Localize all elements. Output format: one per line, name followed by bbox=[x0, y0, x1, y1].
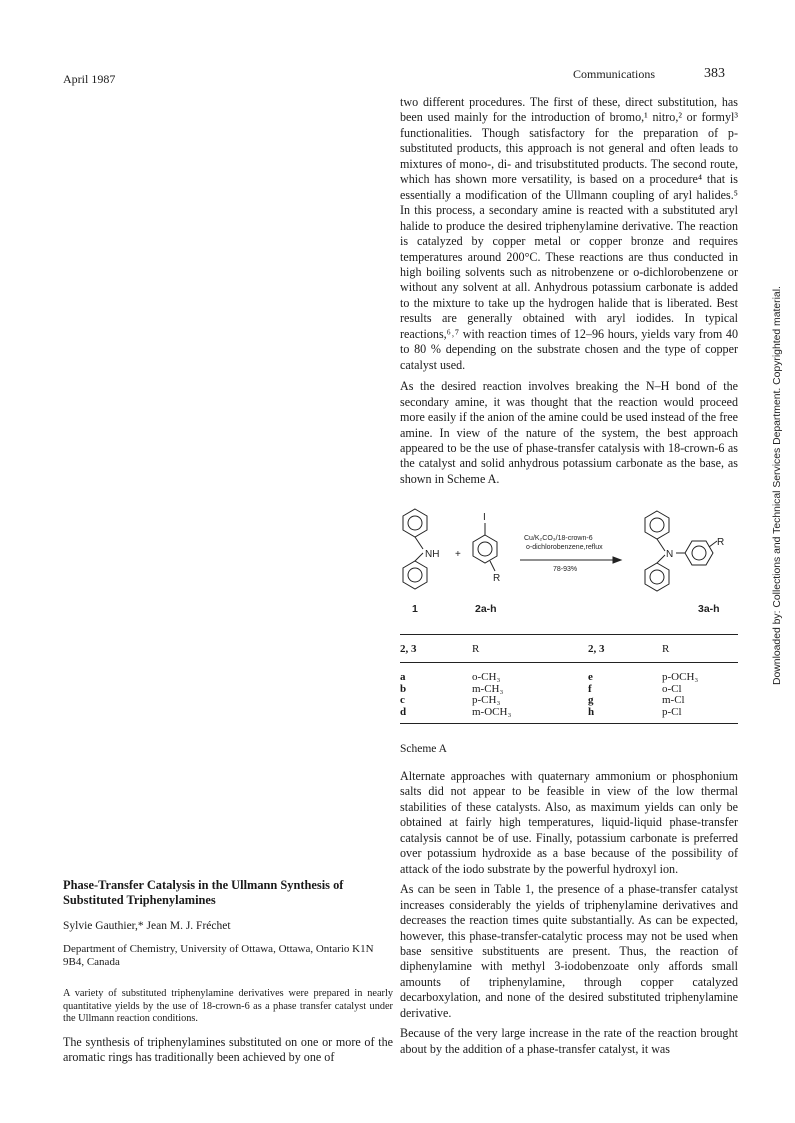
scheme-table bbox=[400, 672, 738, 718]
table-rule-mid bbox=[400, 662, 738, 663]
benzene-ring bbox=[403, 509, 427, 537]
table-cell: m-OCH₃ bbox=[472, 705, 512, 718]
download-notice-text: Downloaded by: Collections and Technical Services Department. Copyrighted material. bbox=[772, 286, 783, 685]
compound-3-label: 3a-h bbox=[698, 603, 720, 615]
table-cell: a bbox=[400, 671, 406, 683]
paragraph-alternate-approaches: Alternate approaches with quaternary ammonium or phosphonium salts did not appear to be feasible in view of the low thermal stabilities of these catalysts. Also, as maximum yields can only be obtained at fairly high temperatures, liquid-liquid phase-transfer catalysis cannot be of use. Finally, potassium carbonate is preferred over potassium hydroxide as a base because of the possibility of attack of the iodo substrate by the powerful hydroxyl ion. bbox=[400, 769, 738, 876]
article-abstract: A variety of substituted triphenylamine derivatives were prepared in nearly quantitative yields by the use of 18-crown-6 as a phase transfer catalyst under the Ullmann reaction conditions. bbox=[63, 988, 393, 1024]
compound-2-label: 2a-h bbox=[475, 603, 497, 615]
page-number: 383 bbox=[704, 66, 725, 81]
table-row bbox=[400, 684, 738, 696]
paragraph-phase-transfer: As the desired reaction involves breaking the N–H bond of the secondary amine, it was thought that the reaction would proceed more easily if the anion of the amine could be used instead of the free amine. In view of the nature of the system, the best approach appeared to be the use of phase-transfer catalysis with 18-crown-6 as the catalyst and solid anhydrous potassium carbonate as the base, as shown in Scheme A. bbox=[400, 379, 738, 486]
table-row bbox=[400, 672, 738, 684]
download-notice bbox=[762, 286, 783, 685]
table-cell: e bbox=[588, 671, 593, 683]
table-rule-bottom bbox=[400, 723, 738, 724]
table-cell: o-Cl bbox=[662, 682, 682, 695]
benzene-ring bbox=[645, 563, 669, 591]
n-label: N bbox=[666, 549, 674, 560]
right-column-lower bbox=[400, 769, 738, 1057]
conditions-line-3: 78-93% bbox=[553, 566, 578, 573]
table-cell: c bbox=[400, 694, 405, 706]
table-cell: p-Cl bbox=[662, 705, 682, 718]
table-cell: o-CH₃ bbox=[472, 671, 501, 683]
nh-label: NH bbox=[425, 549, 440, 560]
article-introduction: The synthesis of triphenylamines substituted on one or more of the aromatic rings has traditionally been achieved by one of bbox=[63, 1035, 393, 1065]
table-cell: d bbox=[400, 705, 407, 718]
r-substituent-label: R bbox=[493, 573, 501, 584]
compound-1-label: 1 bbox=[412, 603, 418, 615]
table-rule-top bbox=[400, 634, 738, 635]
running-date: April 1987 bbox=[63, 72, 116, 86]
column-header: R bbox=[472, 643, 480, 655]
table-cell: g bbox=[588, 694, 594, 706]
table-cell: f bbox=[588, 682, 592, 695]
paragraph-table-results: As can be seen in Table 1, the presence of a phase-transfer catalyst increases considerably the yields of triphenylamine derivatives and decreases the reaction times quite substantially. As can be expected, however, this phase-transfer-catalytic process may not be used when base sensitive substituents are present. Thus, the reaction of diphenylamine with methyl 3-iodobenzoate only affords small amounts of triphenylamine, through copper catalyzed decarboxylation, and none of the desired substituted triphenylamine derivative. bbox=[400, 882, 738, 1020]
r-product-label: R bbox=[717, 537, 725, 548]
table-cell: m-Cl bbox=[662, 694, 685, 706]
conditions-line-2: o-dichlorobenzene,reflux bbox=[526, 544, 603, 551]
article-title: Phase-Transfer Catalysis in the Ullmann Synthesis of Substituted Triphenylamines bbox=[63, 878, 344, 907]
table-row bbox=[400, 707, 738, 719]
benzene-ring bbox=[645, 511, 669, 539]
article-affiliation: Department of Chemistry, University of Ottawa, Ottawa, Ontario K1N 9B4, Canada bbox=[63, 943, 374, 968]
article-authors: Sylvie Gauthier,* Jean M. J. Fréchet bbox=[63, 920, 231, 932]
table-cell: b bbox=[400, 682, 407, 695]
table-cell: h bbox=[588, 705, 595, 718]
column-header: 2, 3 bbox=[588, 643, 605, 655]
table-cell: p-CH₃ bbox=[472, 694, 501, 706]
benzene-ring bbox=[403, 561, 427, 589]
conditions-line-1: Cu/K₂CO₃/18-crown-6 bbox=[524, 535, 593, 542]
paragraph-rate-increase: Because of the very large increase in the rate of the reaction brought about by the addition of a phase-transfer catalyst, it was bbox=[400, 1026, 738, 1056]
table-row bbox=[400, 695, 738, 707]
running-section: Communications bbox=[573, 67, 655, 81]
benzene-ring bbox=[473, 535, 497, 563]
table-cell: p-OCH₃ bbox=[662, 671, 699, 683]
plus-sign: + bbox=[455, 549, 461, 560]
paragraph-procedures: two different procedures. The first of these, direct substitution, has been used mainly for the introduction of bromo,¹ nitro,² or formyl³ functionalities. Though satisfactory for the preparation of p-substituted products, this approach is not general and often leads to mixtures of mono-, di- and trisubstituted products. The second route, which has shown more versatility, is based on a procedure⁴ that is essentially a modification of the Ullmann coupling of aryl halides.⁵ In this process, a secondary amine is reacted with a substituted aryl halide to produce the desired triphenylamine derivative. The reaction is catalyzed by copper metal or copper bronze and requires temperatures around 200°C. These reactions are thus conducted in high boiling solvents such as nitrobenzene or o-dichlorobenzene or without any solvent at all. Anhydrous potassium carbonate is added to the mixture to take up the hydrogen halide that is liberated. Best results are generally obtained with aryl iodides. In typical reactions,⁶˒⁷ with reaction times of 12–96 hours, yields vary from 40 to 80 % depending on the substrate chosen and the type of copper catalyst used. bbox=[400, 95, 738, 372]
right-column-upper bbox=[400, 95, 738, 487]
iodo-label: I bbox=[483, 512, 486, 523]
column-header: R bbox=[662, 643, 670, 655]
scheme-caption: Scheme A bbox=[400, 743, 447, 755]
table-cell: m-CH₃ bbox=[472, 682, 504, 695]
scheme-a-diagram bbox=[395, 505, 740, 615]
benzene-ring bbox=[685, 541, 713, 565]
column-header: 2, 3 bbox=[400, 643, 417, 655]
